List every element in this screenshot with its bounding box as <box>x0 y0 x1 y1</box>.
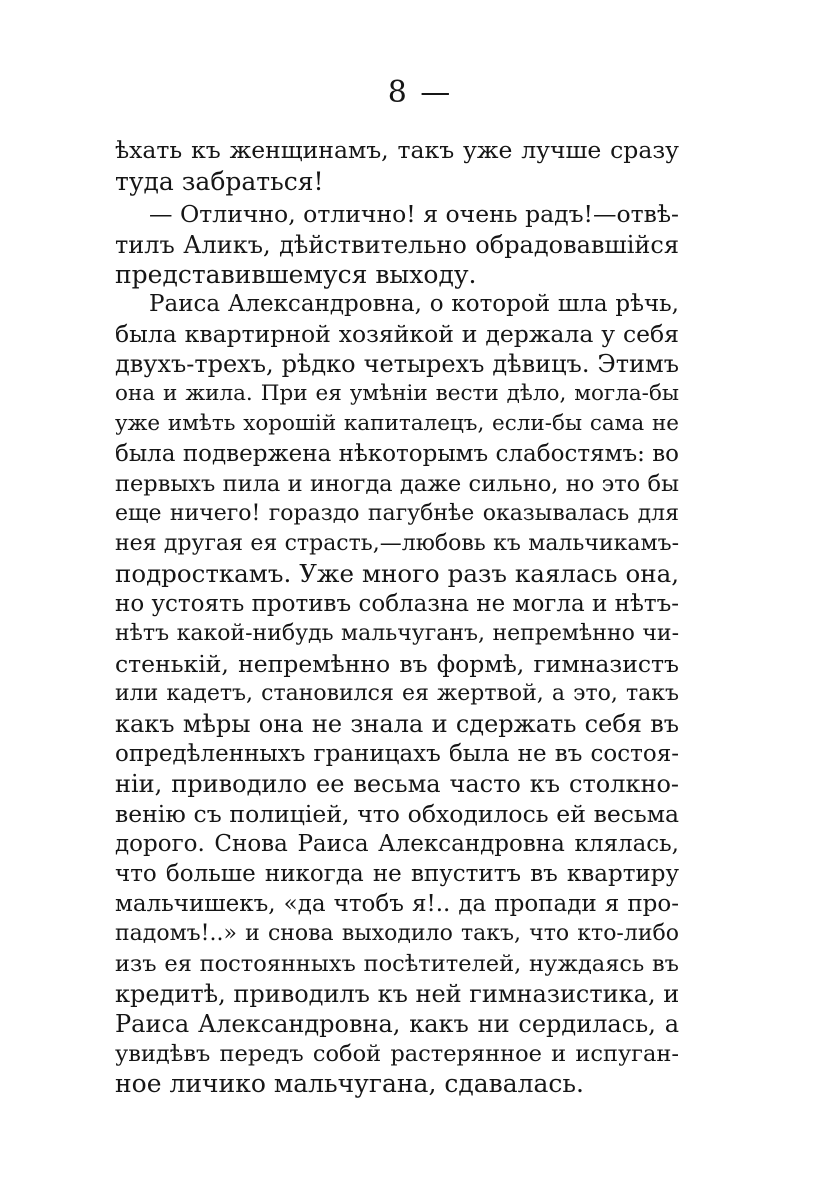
text-line-4: тилъ Аликъ, дѣйствительно обрадовавшійся <box>115 231 679 259</box>
text-line-9: она и жила. При ея умѣніи вести дѣло, могла-бы <box>115 381 679 406</box>
text-line-2: туда забраться! <box>115 167 324 196</box>
text-line-16: но устоять противъ соблазна не могла и нѣтъ- <box>115 591 679 617</box>
text-line-19: или кадетъ, становился ея жертвой, а это, такъ <box>115 681 679 706</box>
text-line-5: представившемуся выходу. <box>115 260 477 289</box>
text-line-15: подросткамъ. Уже много разъ каялась она, <box>115 559 679 588</box>
text-line-14: нея другая ея страсть,—любовь къ мальчикамъ- <box>115 531 679 556</box>
text-line-30: Раиса Александровна, какъ ни сердилась, а <box>115 1010 679 1038</box>
text-line-23: венію съ полиціей, что обходилось ей весьма <box>115 800 679 828</box>
text-line-20: какъ мѣры она не знала и сдержать себя въ <box>115 710 679 738</box>
page-number-header: 8 — <box>387 75 453 110</box>
text-line-10: уже имѣть хорошій капиталецъ, если-бы сама не <box>115 411 679 436</box>
text-line-11: была подвержена нѣкоторымъ слабостямъ: во <box>115 441 679 467</box>
text-line-8: двухъ-трехъ, рѣдко четырехъ дѣвицъ. Этимъ <box>115 350 679 378</box>
text-line-21: опредѣленныхъ границахъ была не въ состоя- <box>115 741 679 767</box>
text-line-18: стенькій, непремѣнно въ формѣ, гимназистъ <box>115 650 679 678</box>
text-line-17: нѣтъ какой-нибудь мальчуганъ, непремѣнно чи- <box>115 621 679 646</box>
text-line-29: кредитѣ, приводилъ къ ней гимназистика, и <box>115 980 680 1008</box>
text-line-25: что больше никогда не впуститъ въ квартиру <box>115 861 679 887</box>
text-line-22: ніи, приводило ее весьма часто къ столкно- <box>115 770 679 798</box>
text-line-3: — Отлично, отлично! я очень радъ!—отвѣ- <box>149 200 679 228</box>
text-line-32: ное личико мальчугана, сдавалась. <box>115 1069 584 1098</box>
text-line-28: изъ ея постоянныхъ посѣтителей, нуждаясь въ <box>115 951 679 977</box>
text-line-1: ѣхать къ женщинамъ, такъ уже лучше сразу <box>115 136 679 164</box>
text-line-6: Раиса Александровна, о которой шла рѣчь, <box>149 291 679 317</box>
text-line-7: была квартирной хозяйкой и держала у себя <box>115 320 679 348</box>
text-line-12: первыхъ пила и иногда даже сильно, но это бы <box>115 471 679 497</box>
text-line-13: еще ничего! гораздо пагубнѣе оказывалась для <box>115 501 679 526</box>
text-line-27: падомъ!..» и снова выходило такъ, что кто-либо <box>115 921 679 946</box>
text-line-26: мальчишекъ, «да чтобъ я!.. да пропади я про- <box>115 891 679 917</box>
text-line-24: дорого. Снова Раиса Александровна клялась, <box>115 831 679 857</box>
text-line-31: увидѣвъ передъ собой растерянное и испуган- <box>115 1041 679 1067</box>
